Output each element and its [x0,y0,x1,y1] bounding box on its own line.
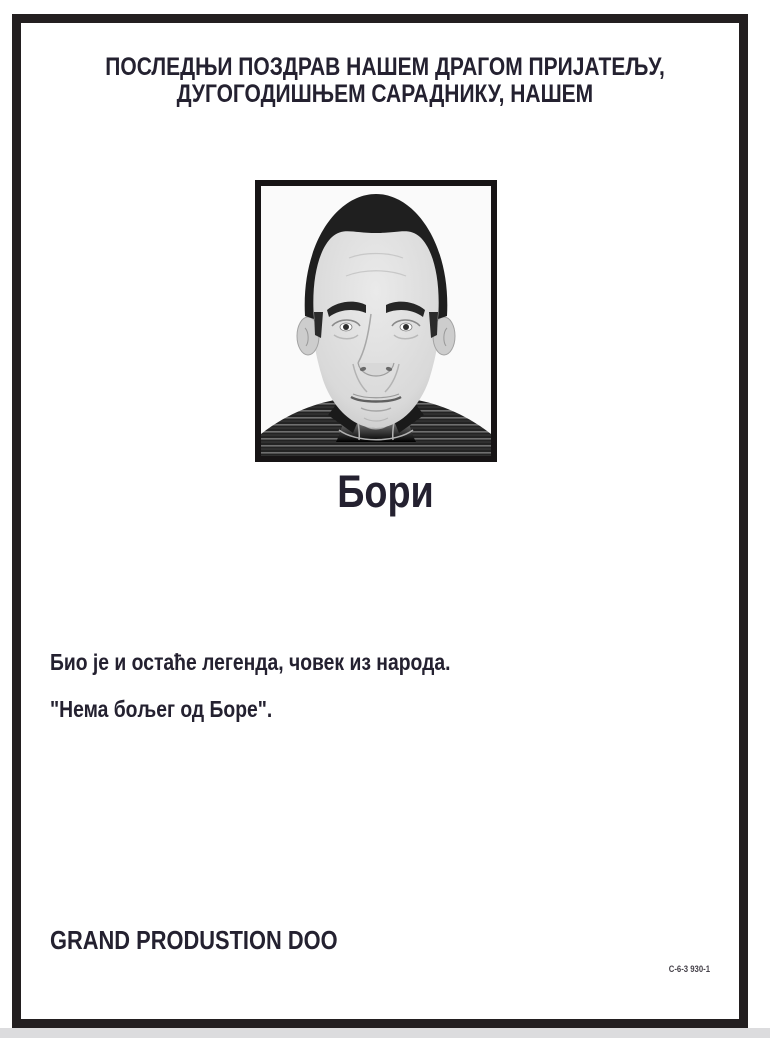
portrait-illustration [261,186,491,456]
deceased-name: Бори [336,466,434,517]
tribute-line-1: Био је и остаће легенда, човек из народа. [50,649,451,675]
tribute-line-2: "Нема бољег од Боре". [50,696,273,722]
page-border-frame [12,14,748,1028]
signature: GRAND PRODUSTION DOO [50,925,338,955]
page-bottom-strip [0,1028,770,1038]
header-line-1: ПОСЛЕДЊИ ПОЗДРАВ НАШЕМ ДРАГОМ ПРИЈАТЕЉУ, [105,53,665,81]
notice-code: C-6-3 930-1 [668,964,710,974]
header-text [0,54,770,108]
header-line-2: ДУГОГОДИШЊЕМ САРАДНИКУ, НАШЕМ [176,80,594,108]
portrait-photo [255,180,497,462]
tribute-text [50,648,527,742]
